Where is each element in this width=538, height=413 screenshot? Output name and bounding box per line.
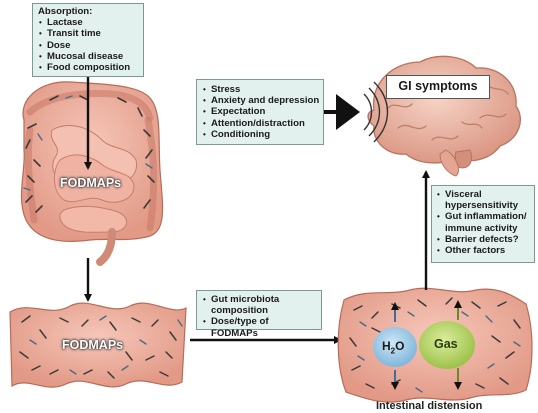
list-item: • Anxiety and depression	[202, 95, 318, 106]
list-item: • Attention/distraction	[202, 118, 318, 129]
visceral-factors-list	[436, 189, 530, 256]
list-item: • Food composition	[38, 62, 138, 73]
absorption-list	[38, 17, 138, 73]
gi-symptoms-label	[386, 75, 490, 99]
list-item: • Other factors	[436, 245, 530, 256]
list-item: • Conditioning	[202, 129, 318, 140]
list-item: • Barrier defects?	[436, 234, 530, 245]
list-item: • Gut microbiota composition	[202, 294, 316, 316]
colon-illustration	[21, 82, 162, 262]
list-item: • Transit time	[38, 28, 138, 39]
microbiota-list	[202, 294, 316, 339]
microbiota-box	[196, 290, 322, 339]
visceral-factors-box	[431, 185, 535, 263]
absorption-heading: Absorption:	[38, 6, 93, 17]
list-item: • Stress	[202, 84, 318, 95]
list-item: • Dose/type of FODMAPs	[202, 316, 316, 338]
water-label	[382, 339, 404, 355]
list-item: • Visceral hypersensitivity	[436, 189, 530, 211]
gi-symptoms-text: GI symptoms	[398, 79, 478, 94]
list-item: • Dose	[38, 40, 138, 51]
water-label-h: H	[382, 339, 391, 353]
absorption-box	[32, 3, 144, 77]
gas-label: Gas	[434, 337, 458, 351]
intestinal-distension-caption: Intestinal distension	[376, 400, 483, 412]
segment-fodmaps-label: FODMAPs	[62, 338, 124, 352]
list-item: • Mucosal disease	[38, 51, 138, 62]
water-label-o: O	[395, 339, 405, 353]
psych-factors-box	[196, 79, 324, 145]
list-item: • Lactase	[38, 17, 138, 28]
colon-fodmaps-label: FODMAPs	[60, 176, 122, 190]
psych-factors-list	[202, 84, 318, 140]
list-item: • Gut inflammation/ immune activity	[436, 211, 530, 233]
list-item: • Expectation	[202, 106, 318, 117]
water-label-sub: 2	[390, 346, 396, 356]
